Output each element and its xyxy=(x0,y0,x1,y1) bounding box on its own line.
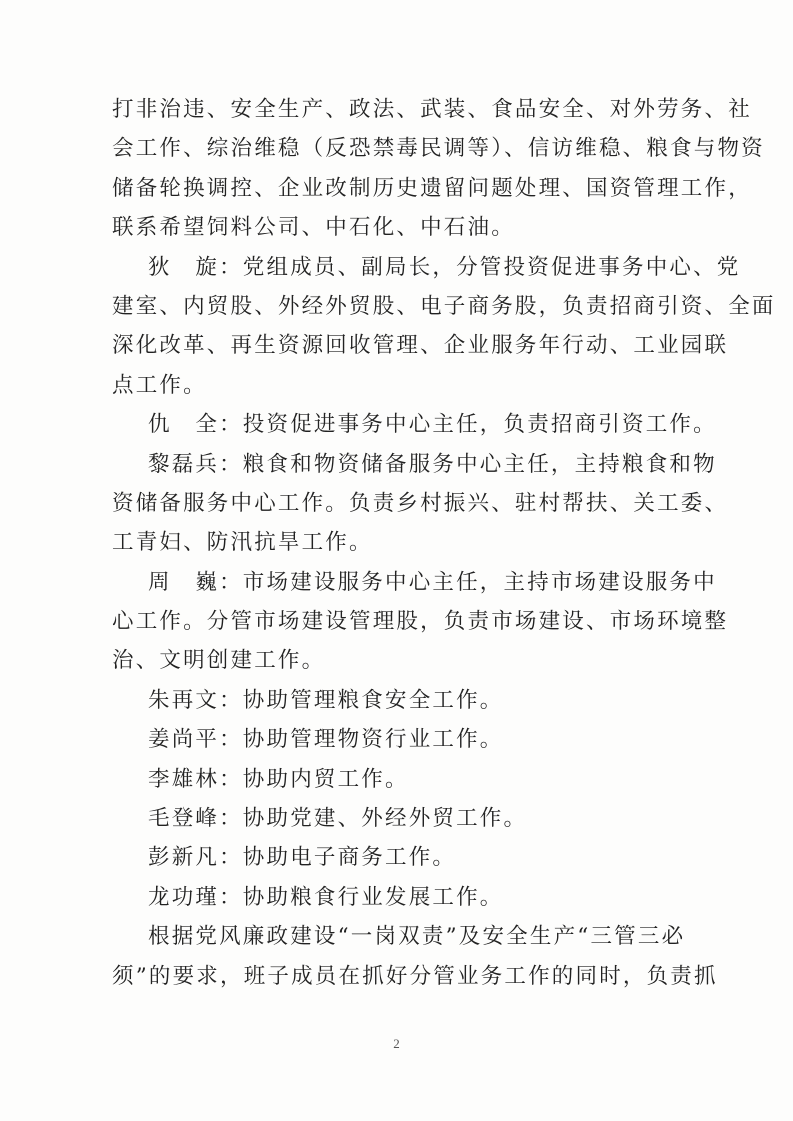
text-line: 储备轮换调控、企业改制历史遗留问题处理、国资管理工作， xyxy=(112,175,752,201)
paragraph-start-responsibility: 根据党风廉政建设“一岗双责”及安全生产“三管三必 xyxy=(148,924,686,950)
text-line: 点工作。 xyxy=(112,372,207,398)
paragraph-zhu-zaiwen: 朱再文：协助管理粮食安全工作。 xyxy=(148,687,504,713)
paragraph-start-di-xuan: 狄 旋：党组成员、副局长，分管投资促进事务中心、党 xyxy=(148,254,741,280)
text-line: 工青妇、防汛抗旱工作。 xyxy=(112,530,373,556)
paragraph-start-li-leibing: 黎磊兵：粮食和物资储备服务中心主任，主持粮食和物 xyxy=(148,451,717,477)
text-line: 心工作。分管市场建设管理股，负责市场建设、市场环境整 xyxy=(112,609,729,635)
paragraph-jiang-shangping: 姜尚平：协助管理物资行业工作。 xyxy=(148,727,504,753)
paragraph-mao-dengfeng: 毛登峰：协助党建、外经外贸工作。 xyxy=(148,806,528,832)
text-line: 治、文明创建工作。 xyxy=(112,648,326,674)
paragraph-start-qiu-quan: 仇 全：投资促进事务中心主任，负责招商引资工作。 xyxy=(148,412,717,438)
paragraph-peng-xinfan: 彭新凡：协助电子商务工作。 xyxy=(148,845,457,871)
text-line: 联系希望饲料公司、中石化、中石油。 xyxy=(112,215,515,241)
text-line: 打非治违、安全生产、政法、武装、食品安全、对外劳务、社 xyxy=(112,97,752,122)
page-number: 2 xyxy=(393,1036,400,1051)
body-text xyxy=(112,90,776,996)
paragraph-start-zhou-wei: 周 巍：市场建设服务中心主任，主持市场建设服务中 xyxy=(148,569,717,595)
text-line: 须”的要求，班子成员在抓好分管业务工作的同时，负责抓 xyxy=(112,963,718,989)
text-line: 资储备服务中心工作。负责乡村振兴、驻村帮扶、关工委、 xyxy=(112,490,729,516)
text-line: 建室、内贸股、外经外贸股、电子商务股，负责招商引资、全面 xyxy=(112,293,776,319)
text-line: 会工作、综治维稳（反恐禁毒民调等）、信访维稳、粮食与物资 xyxy=(112,136,765,162)
text-line: 深化改革、再生资源回收管理、企业服务年行动、工业园联 xyxy=(112,333,729,359)
paragraph-li-xionglin: 李雄林：协助内贸工作。 xyxy=(148,766,409,792)
paragraph-long-gongjin: 龙功瑾：协助粮食行业发展工作。 xyxy=(148,884,504,910)
